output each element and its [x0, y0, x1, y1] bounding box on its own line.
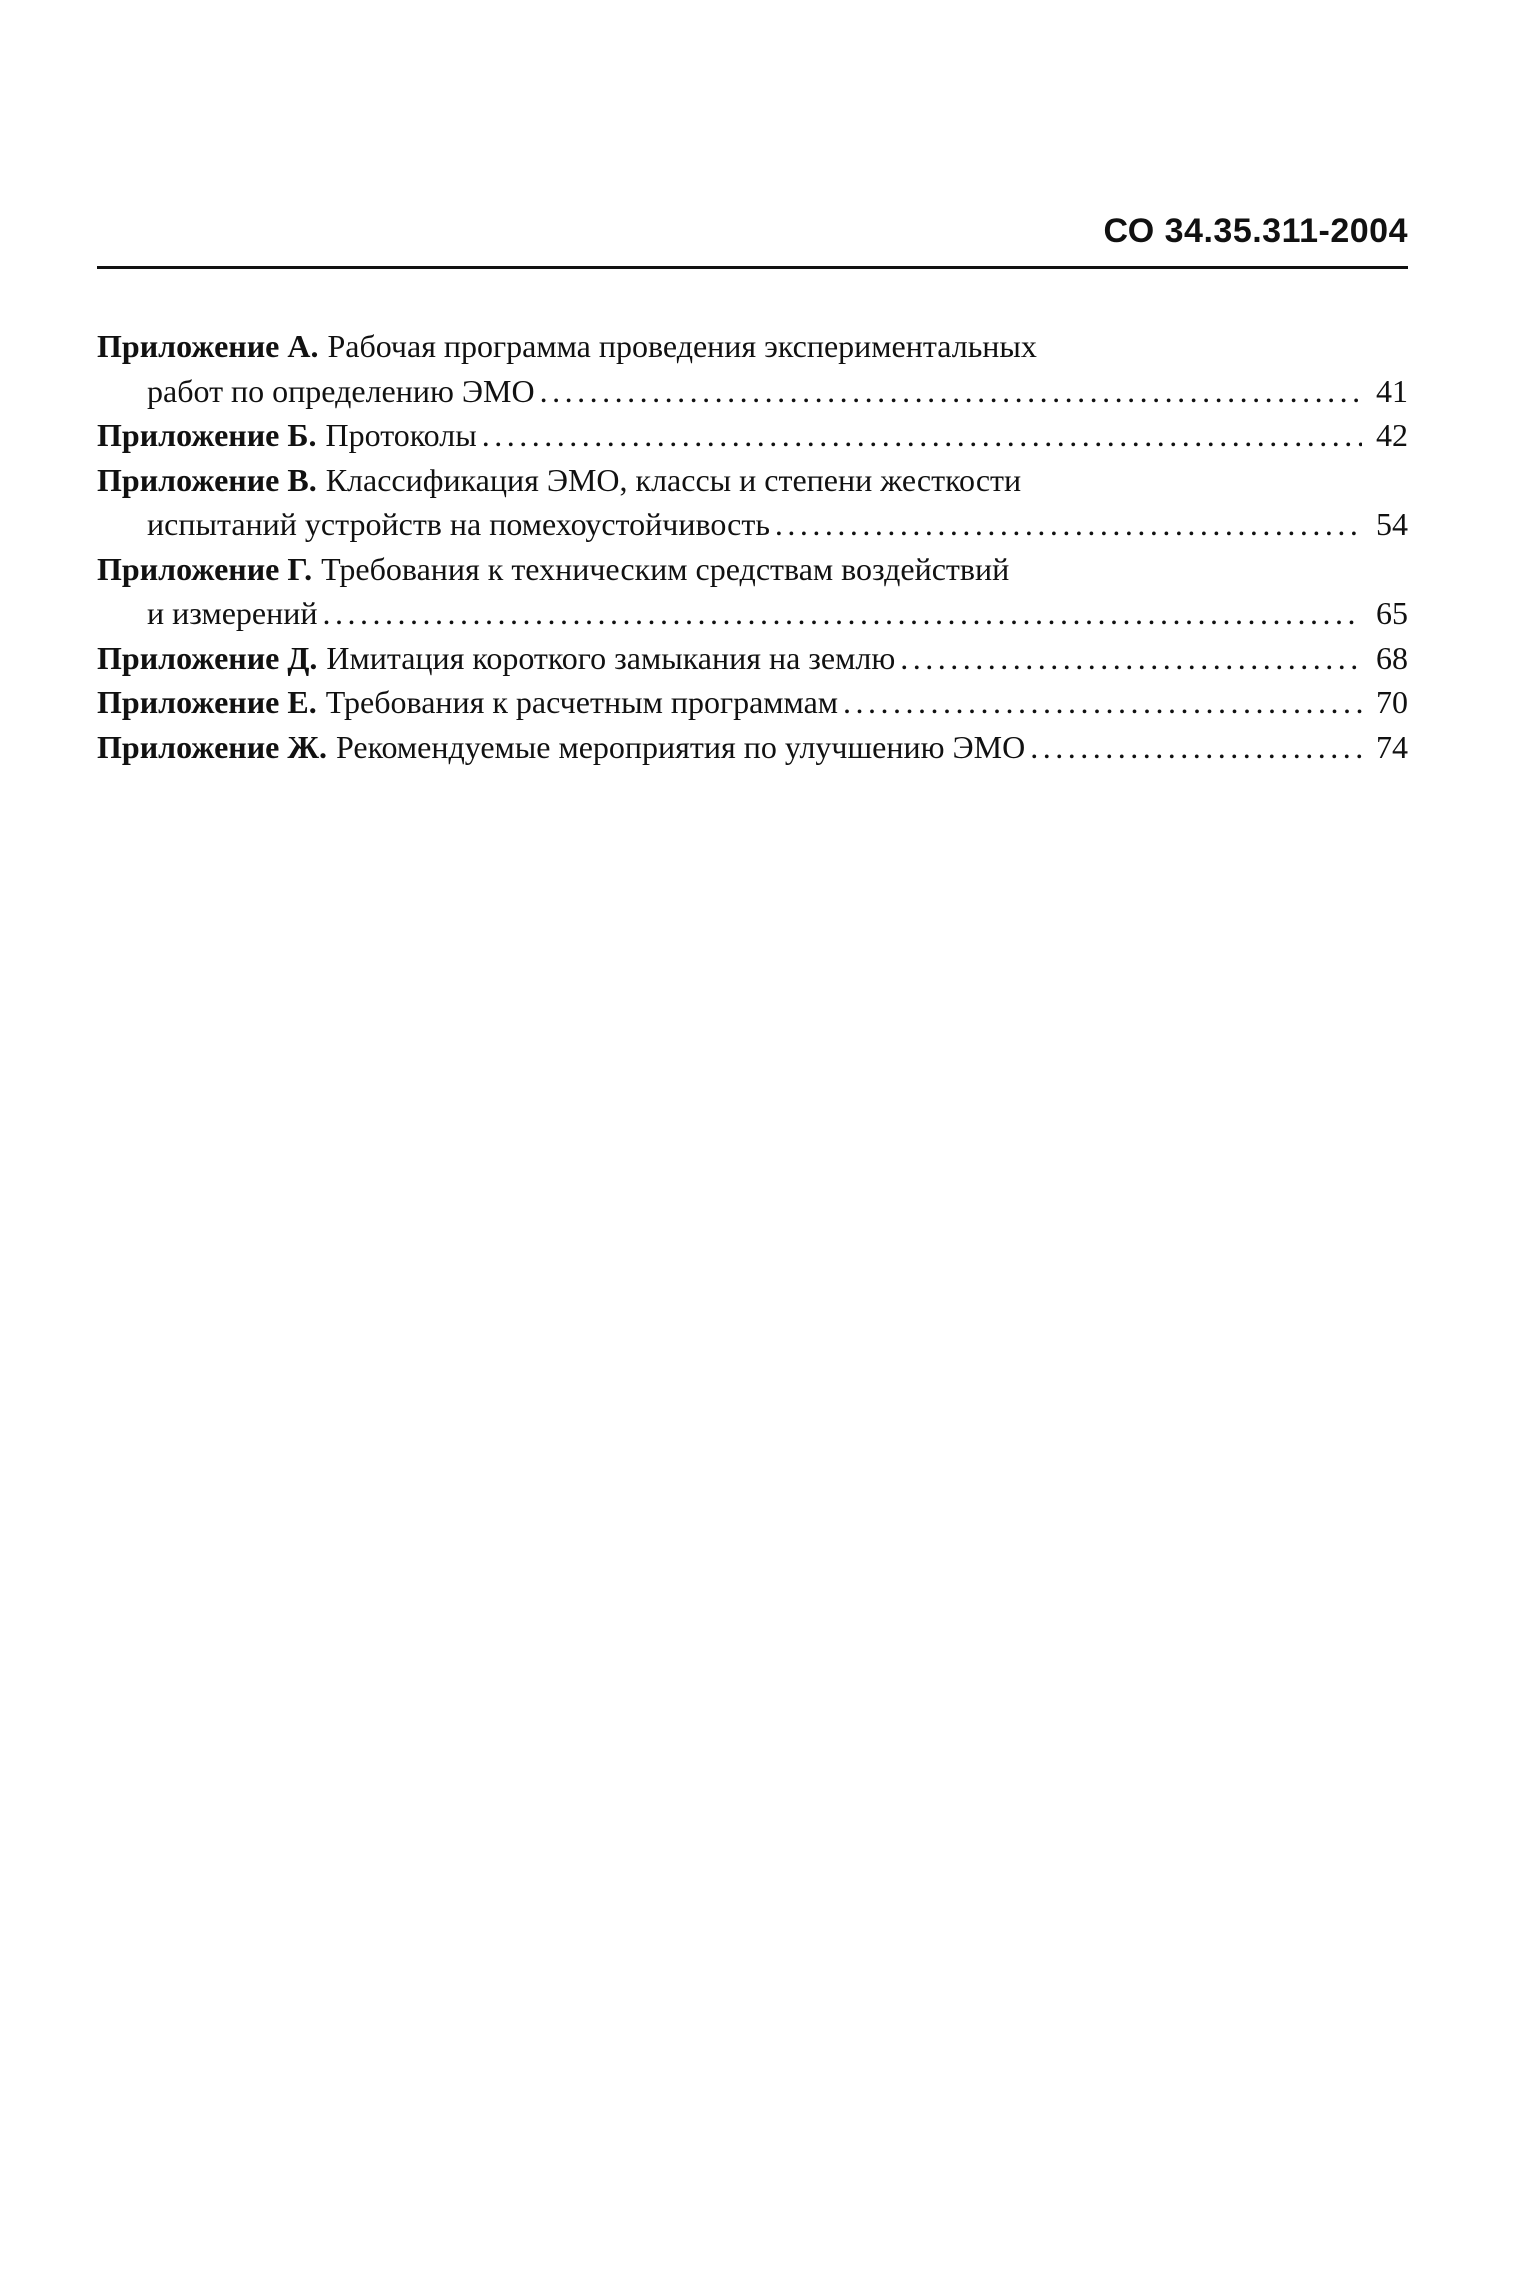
- toc-entry-appendix-b[interactable]: [97, 413, 1408, 458]
- toc-line: [97, 369, 1408, 414]
- document-code: СО 34.35.311-2004: [1103, 212, 1408, 250]
- dot-leader: [775, 502, 1362, 547]
- toc-entry-appendix-g[interactable]: [97, 547, 1408, 636]
- toc-entry-title-continuation: работ по определению ЭМО: [147, 372, 535, 409]
- dot-leader: [482, 413, 1362, 458]
- toc-entry-label: Приложение Б.: [97, 417, 317, 453]
- toc-page-number: 70: [1376, 684, 1408, 720]
- toc-entry-title: Имитация короткого замыкания на землю: [326, 639, 896, 676]
- toc-line: [97, 413, 1408, 458]
- dot-leader: [540, 369, 1362, 414]
- toc-line: [97, 547, 1408, 592]
- toc-entry-appendix-a[interactable]: [97, 324, 1408, 413]
- toc-entry-label: Приложение Г.: [97, 550, 313, 587]
- dot-leader: [900, 636, 1362, 681]
- toc-entry-appendix-d[interactable]: [97, 636, 1408, 681]
- toc-entry-label: Приложение Ж.: [97, 728, 327, 765]
- toc-entry-title: Рекомендуемые мероприятия по улучшению ЭМО: [335, 728, 1026, 765]
- toc-line: [97, 324, 1408, 369]
- toc-page-number: 65: [1376, 595, 1408, 631]
- toc-page-number: 74: [1376, 728, 1408, 765]
- toc-page-number: 68: [1376, 639, 1408, 676]
- toc-line: [97, 458, 1408, 503]
- toc-entry-title: Рабочая программа проведения экспериментальных: [327, 328, 1037, 364]
- toc-line: [97, 591, 1408, 636]
- toc-entry-title: Протоколы: [325, 417, 477, 453]
- toc-entry-appendix-v[interactable]: [97, 458, 1408, 547]
- toc-page-number: 41: [1376, 372, 1408, 409]
- toc-line: [97, 502, 1408, 547]
- toc-entry-title-continuation: и измерений: [147, 595, 318, 631]
- toc-entry-title: Классификация ЭМО, классы и степени жесткости: [325, 461, 1022, 498]
- toc-entry-appendix-zh[interactable]: [97, 725, 1408, 770]
- dot-leader: [322, 591, 1362, 636]
- toc-entry-label: Приложение Е.: [97, 684, 317, 720]
- toc-line: [97, 680, 1408, 725]
- toc-page-number: 42: [1376, 417, 1408, 453]
- toc-entry-label: Приложение Д.: [97, 639, 318, 676]
- toc-page-number: 54: [1376, 506, 1408, 542]
- toc-entry-title-continuation: испытаний устройств на помехоустойчивость: [147, 506, 770, 542]
- table-of-contents: [97, 324, 1408, 769]
- toc-entry-label: Приложение В.: [97, 461, 317, 498]
- toc-line: [97, 636, 1408, 681]
- toc-line: [97, 725, 1408, 770]
- toc-entry-title: Требования к техническим средствам воздействий: [321, 550, 1010, 587]
- dot-leader: [843, 680, 1362, 725]
- toc-entry-appendix-e[interactable]: [97, 680, 1408, 725]
- dot-leader: [1030, 725, 1362, 770]
- toc-entry-label: Приложение А.: [97, 328, 319, 364]
- toc-entry-title: Требования к расчетным программам: [325, 684, 839, 720]
- header-rule: [97, 266, 1408, 269]
